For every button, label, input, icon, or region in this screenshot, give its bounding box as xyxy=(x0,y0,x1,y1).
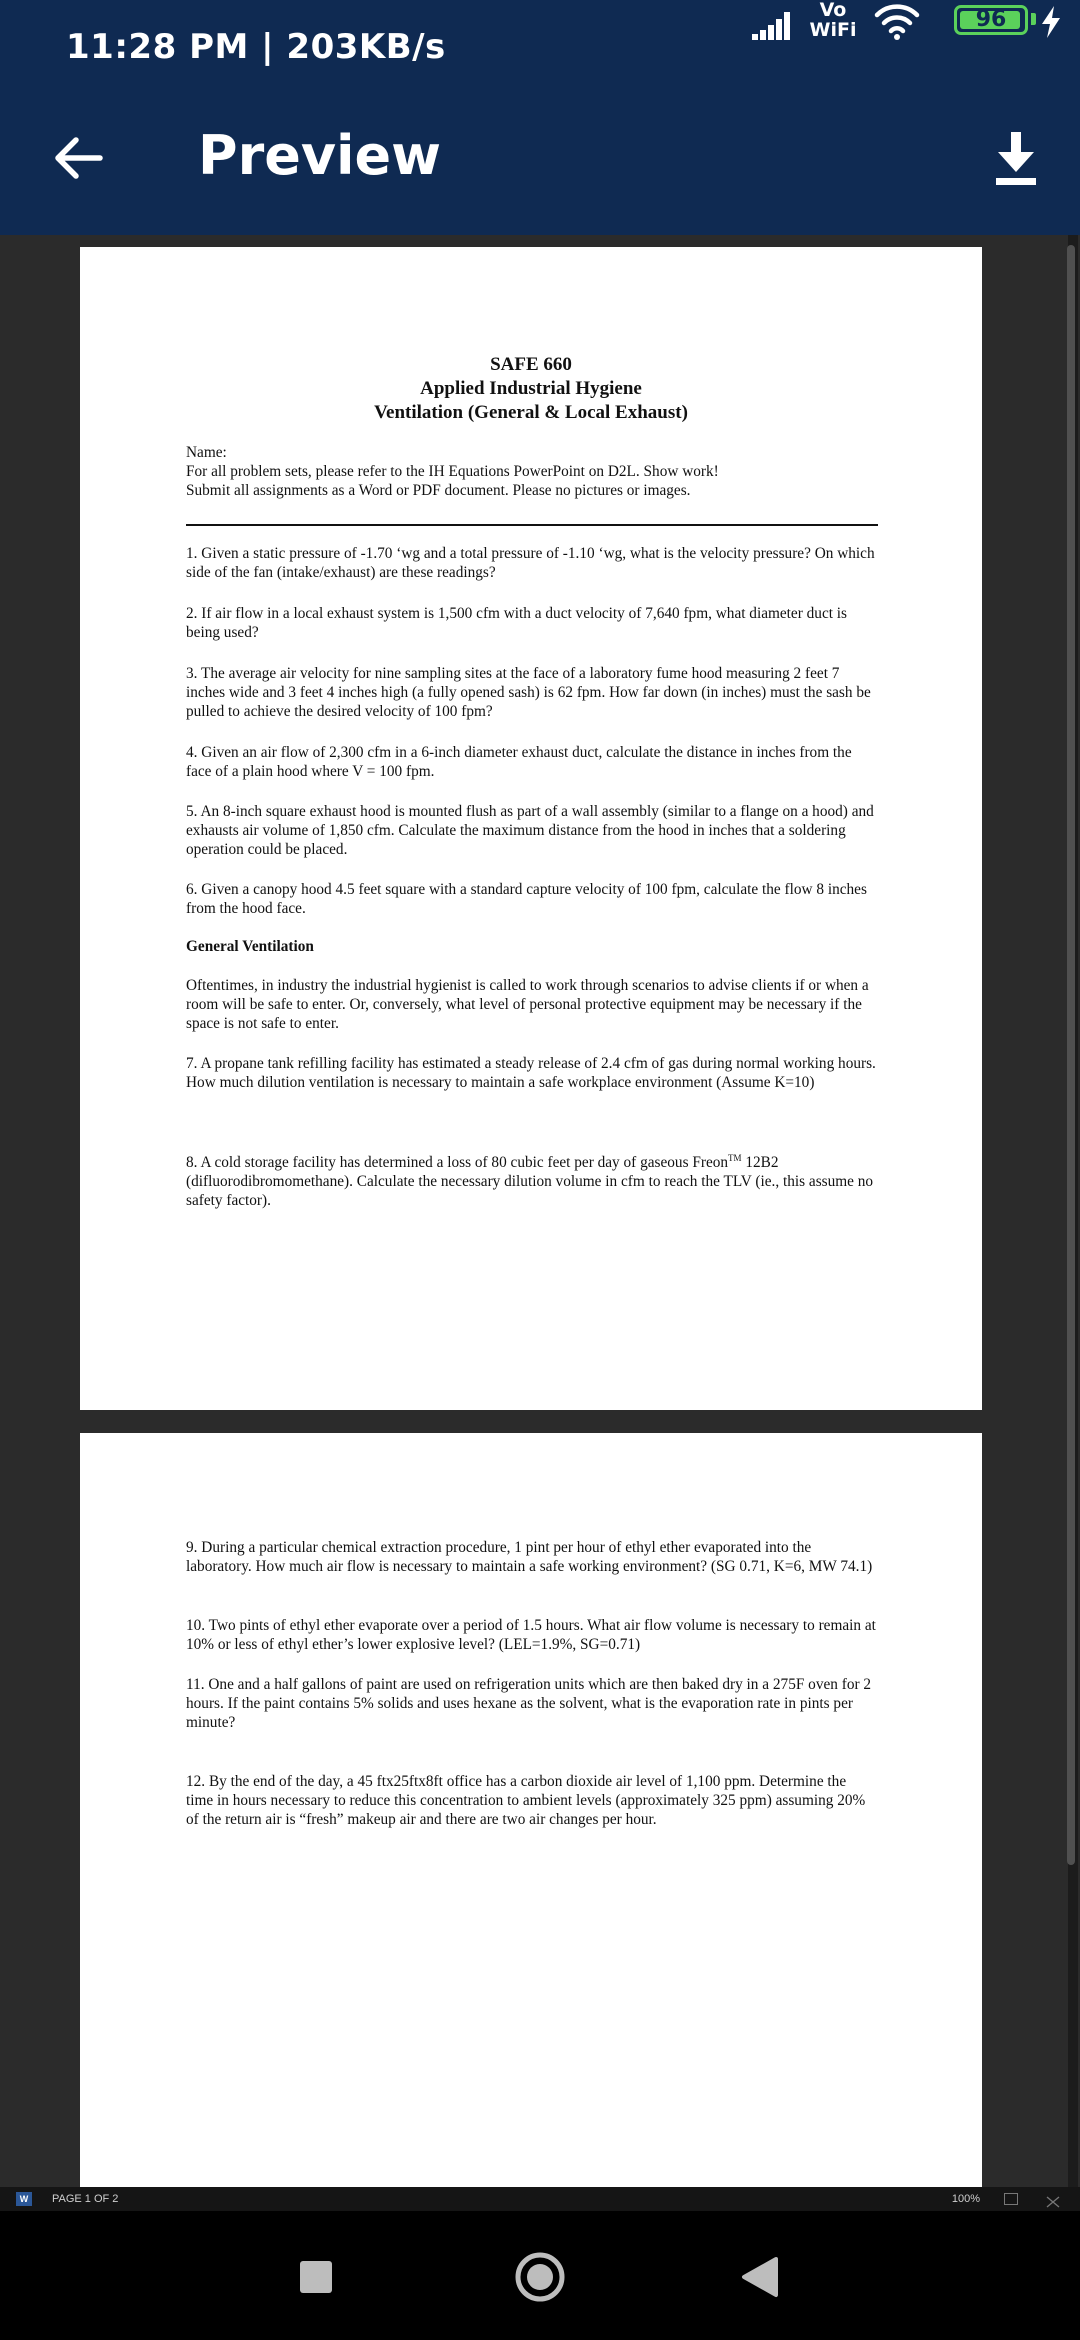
app-bar xyxy=(0,80,1080,235)
page-count: PAGE 1 OF 2 xyxy=(52,2193,119,2205)
triangle-back-icon[interactable] xyxy=(738,2255,780,2299)
question-5: 5. An 8-inch square exhaust hood is mounted flush as part of a wall assembly (similar to a flange on a hood) and exhausts air volume of 1,850 cfm. Calculate the maximum distance from the hood in inches that a soldering operation could be placed. xyxy=(186,803,874,858)
question-8-text-continued: 12B2 (difluorodibromomethane). Calculate the necessary dilution volume in cfm to reach the TLV (ie., this assume no safety factor). xyxy=(186,1154,874,1210)
document-page-1 xyxy=(80,247,982,1410)
course-subject: Applied Industrial Hygiene xyxy=(420,378,642,399)
section-title: General Ventilation xyxy=(186,938,314,955)
question-6: 6. Given a canopy hood 4.5 feet square with a standard capture velocity of 100 fpm, calculate the flow 8 inches from the hood face. xyxy=(186,881,867,917)
status-bar xyxy=(0,0,1080,80)
question-7: 7. A propane tank refilling facility has estimated a steady release of 2.4 cfm of gas during normal working hours. How much dilution ventilation is necessary to maintain a safe workplace environment (Assume K=10) xyxy=(186,1055,876,1091)
instructions-block xyxy=(186,443,876,500)
view-mode-icon[interactable] xyxy=(1004,2193,1018,2205)
question-1: 1. Given a static pressure of -1.70 ‘wg and a total pressure of -1.10 ‘wg, what is the velocity pressure? On which side of the fan (intake/exhaust) are these readings? xyxy=(186,545,875,581)
question-11: 11. One and a half gallons of paint are used on refrigeration units which are then baked dry in a 275F oven for 2 hours. If the paint contains 5% solids and uses hexane as the solvent, what is the evaporation rate in pints per minute? xyxy=(186,1676,872,1731)
instructions-line: For all problem sets, please refer to the IH Equations PowerPoint on D2L. Show work! xyxy=(186,463,719,480)
download-icon[interactable] xyxy=(978,120,1054,196)
battery-tip xyxy=(1031,13,1036,25)
instructions-line: Submit all assignments as a Word or PDF document. Please no pictures or images. xyxy=(186,482,691,499)
question-3: 3. The average air velocity for nine sampling sites at the face of a laboratory fume hood measuring 2 feet 7 inches wide and 3 feet 4 inches high (a fully opened sash) is 62 fpm. How far down (in inches) must the sash be pulled to achieve the desired velocity of 100 fpm? xyxy=(186,665,871,720)
charging-bolt-icon xyxy=(1040,6,1062,38)
question-2: 2. If air flow in a local exhaust system is 1,500 cfm with a duct velocity of 7,640 fpm, what diameter duct is being used? xyxy=(186,605,848,641)
scrollbar-track[interactable] xyxy=(1068,235,1078,2187)
assignment-topic: Ventilation (General & Local Exhaust) xyxy=(374,402,688,423)
document-viewer[interactable] xyxy=(0,235,1080,2187)
question-10: 10. Two pints of ethyl ether evaporate over a period of 1.5 hours. What air flow volume is necessary to remain at 10% or less of ethyl ether’s lower explosive level? (LEL=1.9%, SG=0.71) xyxy=(186,1617,876,1653)
course-code: SAFE 660 xyxy=(490,354,572,375)
name-label: Name: xyxy=(186,444,227,461)
question-8 xyxy=(186,1149,876,1210)
horizontal-rule xyxy=(186,524,878,526)
document-status-bar xyxy=(0,2187,1080,2211)
vowifi-icon: Vo WiFi xyxy=(809,0,857,41)
arrow-left-icon[interactable] xyxy=(40,120,116,196)
question-12: 12. By the end of the day, a 45 ftx25ftx8ft office has a carbon dioxide air level of 1,100 ppm. Determine the time in hours necessary to reduce this concentration to ambient levels (approximately 325 ppm) assuming 20% of the return air is “fresh” makeup air and there are two air changes per hour. xyxy=(186,1773,866,1828)
section-intro: Oftentimes, in industry the industrial hygienist is called to work through scenarios to advise clients if or when a room will be safe to enter. Or, conversely, what level of personal protective equipment may be necessary if the space is not safe to enter. xyxy=(186,977,869,1032)
trademark-mark: TM xyxy=(728,1153,742,1163)
question-8-text: 8. A cold storage facility has determined a loss of 80 cubic feet per day of gaseous Freon xyxy=(186,1154,729,1172)
question-9: 9. During a particular chemical extraction procedure, 1 pint per hour of ethyl ether evaporated into the laboratory. How much air flow is necessary to maintain a safe working environment? (SG 0.71, K=6, MW 74.1) xyxy=(186,1539,873,1575)
page-title: Preview xyxy=(198,124,442,187)
fit-page-icon[interactable] xyxy=(1046,2193,1060,2205)
navigation-bar xyxy=(0,2211,1080,2340)
status-time: 11:28 PM | 203KB/s xyxy=(66,27,446,67)
circle-icon[interactable] xyxy=(514,2251,566,2303)
signal-icon xyxy=(752,12,798,40)
scrollbar-thumb[interactable] xyxy=(1067,245,1075,1865)
word-icon: W xyxy=(16,2192,32,2206)
square-icon[interactable] xyxy=(300,2261,332,2293)
document-header xyxy=(80,353,982,425)
wifi-icon xyxy=(874,2,920,40)
question-4: 4. Given an air flow of 2,300 cfm in a 6-inch diameter exhaust duct, calculate the distance in inches from the face of a plain hood where V = 100 fpm. xyxy=(186,744,852,780)
zoom-level[interactable]: 100% xyxy=(951,2193,980,2205)
document-page-2 xyxy=(80,1433,982,2187)
battery-indicator: 96 xyxy=(954,5,1028,35)
